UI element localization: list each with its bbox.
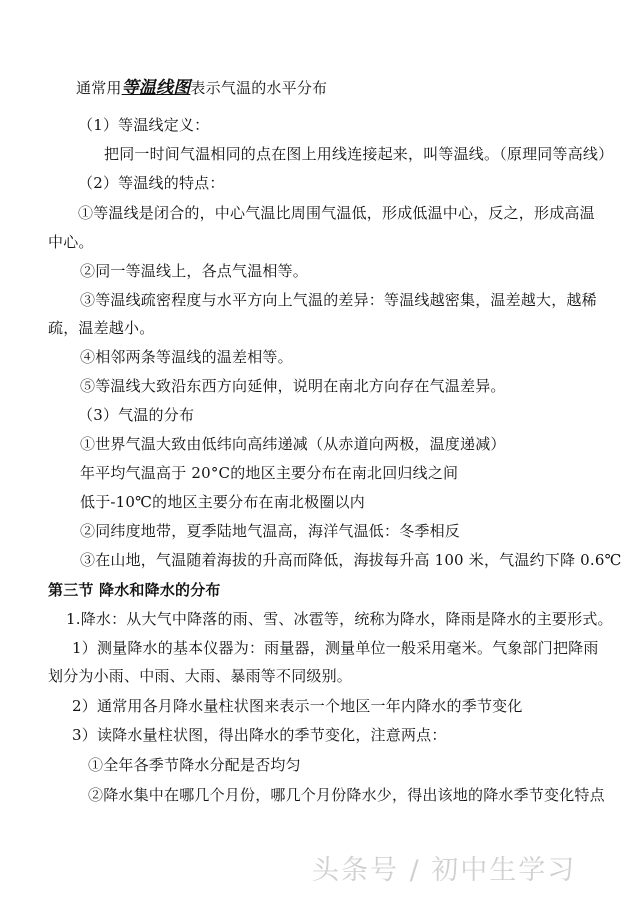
section-title: 第三节 降水和降水的分布 — [48, 581, 221, 599]
intro-before: 通常用 — [76, 79, 122, 97]
feature-5: ⑤等温线大致沿东西方向延伸，说明在南北方向存在气温差异。 — [80, 377, 506, 395]
point-1-line-1: 1）测量降水的基本仪器为：雨量器，测量单位一般采用毫米。气象部门把降雨 — [72, 639, 599, 657]
definition-heading: （1）等温线定义： — [78, 116, 210, 134]
feature-1-line-1: ①等温线是闭合的，中心气温比周围气温低，形成低温中心，反之，形成高温 — [78, 204, 595, 222]
definition-text: 把同一时间气温相同的点在图上用线连接起来，叫等温线。（原理同等高线） — [104, 145, 614, 163]
point-1-line-2: 划分为小雨、中雨、大雨、暴雨等不同级别。 — [48, 667, 353, 685]
distribution-1-polar: 低于-10℃的地区主要分布在南北极圈以内 — [80, 493, 365, 511]
watermark-text: 头条号 / 初中生学习 — [312, 855, 577, 886]
point-2: 2）通常用各月降水量柱状图来表示一个地区一年内降水的季节变化 — [72, 697, 523, 715]
point-3-item-2: ②降水集中在哪几个月份，哪几个月份降水少，得出该地的降水季节变化特点 — [88, 786, 605, 804]
precipitation-definition: 1.降水：从大气中降落的雨、雪、冰雹等，统称为降水，降雨是降水的主要形式。 — [66, 610, 613, 628]
distribution-1: ①世界气温大致由低纬向高纬递减（从赤道向两极，温度递减） — [80, 435, 506, 453]
point-3: 3）读降水量柱状图，得出降水的季节变化，注意两点： — [72, 726, 447, 744]
feature-4: ④相邻两条等温线的温差相等。 — [80, 348, 293, 366]
intro-after: 表示气温的水平分布 — [190, 79, 328, 97]
isotherm-map-term: 等温线图 — [121, 78, 191, 98]
intro-line — [76, 78, 327, 98]
features-heading: （2）等温线的特点： — [78, 174, 225, 192]
point-3-item-1: ①全年各季节降水分配是否均匀 — [88, 756, 301, 774]
distribution-1-tropics: 年平均气温高于 20°C的地区主要分布在南北回归线之间 — [80, 464, 459, 482]
feature-1-line-2: 中心。 — [48, 233, 94, 251]
feature-2: ②同一等温线上，各点气温相等。 — [80, 262, 309, 280]
distribution-heading: （3）气温的分布 — [78, 406, 195, 424]
distribution-3: ③在山地，气温随着海拔的升高而降低，海拔每升高 100 米，气温约下降 0.6℃ — [80, 551, 622, 569]
feature-3-line-1: ③等温线疏密程度与水平方向上气温的差异：等温线越密集，温差越大，越稀 — [80, 291, 597, 309]
distribution-2: ②同纬度地带，夏季陆地气温高，海洋气温低：冬季相反 — [80, 522, 461, 540]
feature-3-line-2: 疏，温差越小。 — [48, 319, 155, 337]
